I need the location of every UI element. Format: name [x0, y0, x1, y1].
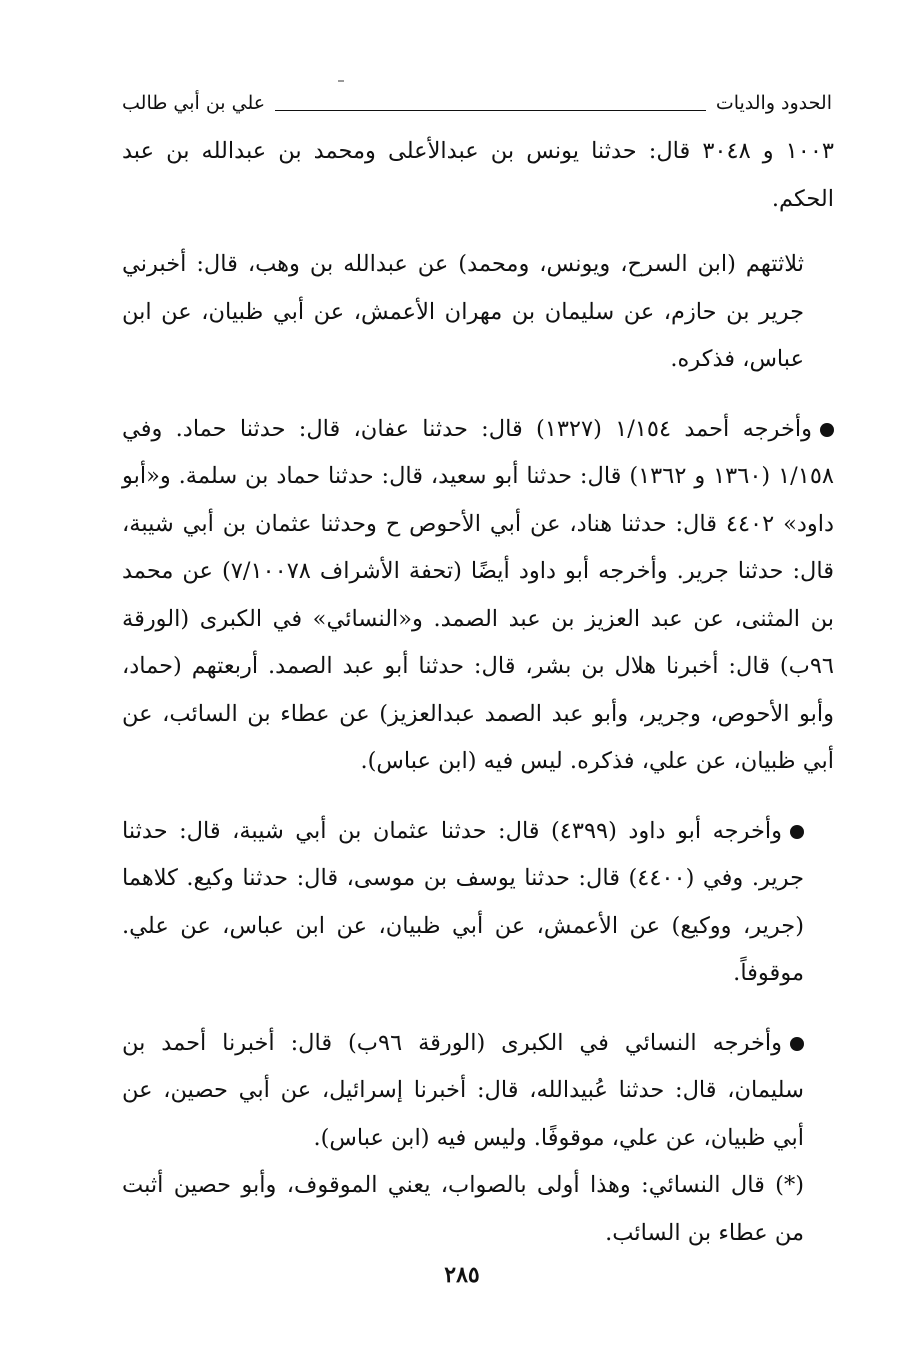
paragraph-text: (*) قال النسائي: وهذا أولى بالصواب، يعني الموقوف، وأبو حصين أثبت من عطاء بن السائب.	[122, 1172, 804, 1246]
paragraph-2	[122, 241, 834, 384]
paragraph-text: ١٠٠٣ و ٣٠٤٨ قال: حدثنا يونس بن عبدالأعلى ومحمد بن عبدالله بن عبد الحكم.	[122, 138, 834, 212]
paragraph-4	[122, 808, 834, 998]
paragraph-text: وأخرجه أبو داود (٤٣٩٩) قال: حدثنا عثمان بن أبي شيبة، قال: حدثنا جرير. وفي (٤٤٠٠) قال: حدثنا يوسف بن موسى، قال: حدثنا وكيع. كلاهما (جرير، ووكيع) عن الأعمش، عن أبي ظبيان، عن ابن عباس، عن علي. موقوفاً.	[122, 817, 804, 986]
paragraph-5	[122, 1020, 834, 1163]
paragraph-text: وأخرجه أحمد ١/١٥٤ (١٣٢٧) قال: حدثنا عفان، قال: حدثنا حماد. وفي ١/١٥٨ (١٣٦٠ و ١٣٦٢) قال: حدثنا أبو سعيد، قال: حدثنا حماد بن سلمة. و«أبو داود» ٤٤٠٢ قال: حدثنا هناد، عن أبي الأحوص ح وحدثنا عثمان بن أبي شيبة، قال: حدثنا جرير. وأخرجه أبو داود أيضًا (تحفة الأشراف ٧/١٠٠٧٨) عن محمد بن المثنى، عن عبد العزيز بن عبد الصمد. و«النسائي» في الكبرى (الورقة ٩٦ب) قال: أخبرنا هلال بن بشر، قال: حدثنا أبو عبد الصمد. أربعتهم (حماد، وأبو الأحوص، وجرير، وأبو عبد الصمد عبدالعزيز) عن عطاء بن السائب، عن أبي ظبيان، عن علي، فذكره. ليس فيه (ابن عباس).	[122, 415, 835, 774]
paragraph-text: ثلاثتهم (ابن السرح، ويونس، ومحمد) عن عبدالله بن وهب، قال: أخبرني جرير بن حازم، عن سليمان بن مهران الأعمش، عن أبي ظبيان، عن ابن عباس، فذكره.	[122, 251, 804, 372]
header-rule	[275, 110, 706, 111]
page-number: ٢٨٥	[444, 1262, 480, 1288]
paragraph-1	[122, 128, 834, 223]
bullet-icon	[820, 423, 834, 437]
header-section-title: علي بن أبي طالب	[122, 92, 266, 114]
scan-speck	[338, 80, 344, 82]
running-header	[122, 86, 832, 120]
paragraph-text: وأخرجه النسائي في الكبرى (الورقة ٩٦ب) قال: أخبرنا أحمد بن سليمان، قال: حدثنا عُبيدالله، قال: أخبرنا إسرائيل، عن أبي حصين، عن أبي ظبيان، عن علي، موقوفًا. وليس فيه (ابن عباس).	[122, 1029, 804, 1151]
bullet-icon	[790, 825, 804, 839]
paragraph-6-footnote	[122, 1162, 834, 1257]
header-chapter-title: الحدود والديات	[715, 92, 832, 114]
paragraph-3	[122, 406, 834, 786]
page-body	[122, 128, 834, 1257]
bullet-icon	[790, 1037, 804, 1051]
